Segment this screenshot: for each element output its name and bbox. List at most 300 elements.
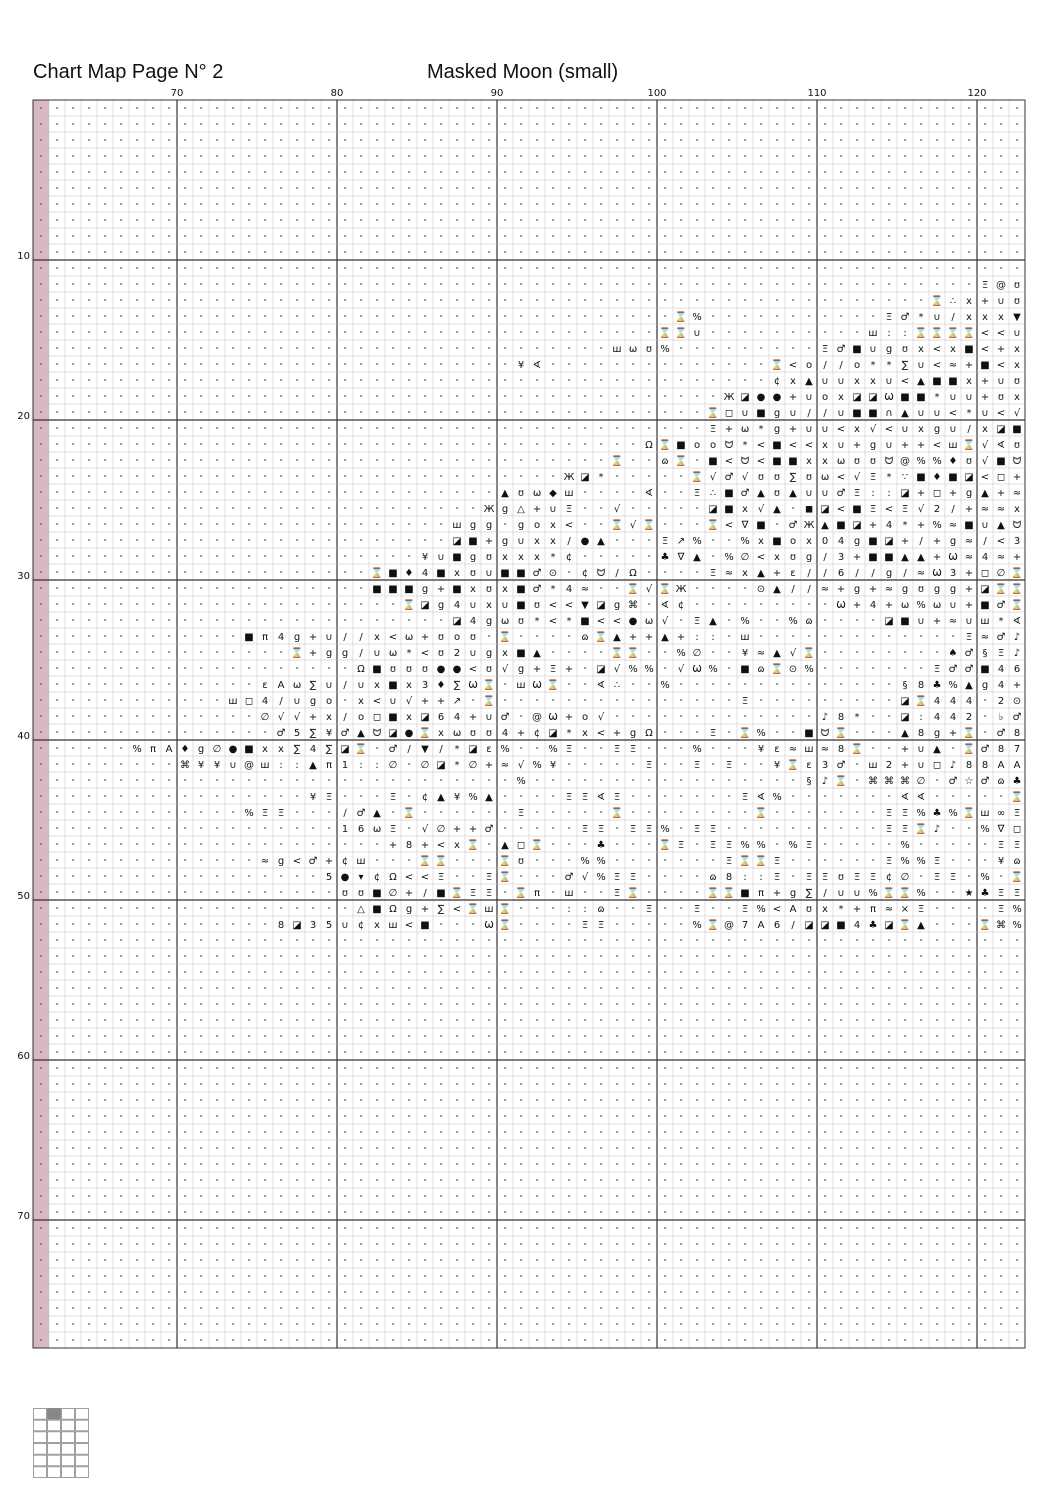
stitch-symbol: ⌛ — [706, 920, 720, 931]
stitch-symbol: ⌛ — [402, 808, 416, 819]
stitch-symbol: ¢ — [357, 920, 365, 931]
stitch-symbol: * — [406, 648, 412, 659]
stitch-symbol: Ξ — [741, 792, 749, 803]
stitch-symbol: ■ — [500, 568, 510, 579]
stitch-symbol: ≈ — [948, 616, 958, 627]
stitch-symbol: ♪ — [1013, 648, 1021, 659]
stitch-symbol: + — [964, 600, 974, 611]
stitch-symbol: ᗢ — [596, 568, 606, 579]
stitch-symbol: ∪ — [853, 888, 861, 899]
stitch-symbol: ⊙ — [788, 664, 798, 675]
stitch-symbol: * — [550, 584, 556, 595]
stitch-symbol: × — [900, 904, 910, 915]
stitch-symbol: 4 — [949, 712, 957, 723]
stitch-symbol: ʊ — [869, 456, 877, 467]
stitch-symbol: ● — [580, 536, 590, 547]
stitch-symbol: ∑ — [325, 744, 333, 755]
stitch-symbol: ⌛ — [706, 520, 720, 531]
stitch-symbol: % — [900, 840, 910, 851]
stitch-symbol: ∪ — [693, 328, 701, 339]
stitch-symbol: o — [453, 632, 461, 643]
stitch-symbol: x — [454, 568, 460, 579]
stitch-symbol: / — [951, 312, 955, 323]
stitch-symbol: ∪ — [821, 488, 829, 499]
stitch-symbol: < — [788, 360, 798, 371]
stitch-symbol: ♂ — [836, 344, 846, 355]
stitch-symbol: x — [582, 728, 588, 739]
stitch-symbol: / — [343, 712, 347, 723]
stitch-symbol: Ѡ — [884, 392, 894, 403]
stitch-symbol: ʊ — [805, 904, 813, 915]
stitch-symbol: ∑ — [789, 472, 797, 483]
locator-cell — [34, 1409, 47, 1420]
stitch-symbol: Ж — [723, 392, 735, 403]
stitch-symbol: ш — [804, 744, 814, 755]
stitch-symbol: < — [404, 872, 414, 883]
stitch-symbol: ᗢ — [372, 728, 382, 739]
stitch-symbol: ɷ — [661, 456, 669, 467]
stitch-symbol: ⌛ — [786, 760, 800, 771]
stitch-symbol: x — [438, 728, 444, 739]
stitch-symbol: ♦ — [932, 472, 942, 483]
stitch-symbol: x — [966, 296, 972, 307]
stitch-symbol: ▲ — [901, 408, 909, 419]
stitch-symbol: < — [772, 904, 782, 915]
stitch-symbol: + — [916, 488, 926, 499]
stitch-symbol: ◻ — [516, 840, 526, 851]
locator-cell — [34, 1444, 47, 1455]
stitch-symbol: + — [484, 536, 494, 547]
stitch-symbol: ▲ — [357, 728, 365, 739]
stitch-symbol: ■ — [868, 552, 878, 563]
stitch-symbol: π — [757, 888, 765, 899]
stitch-symbol: ■ — [244, 632, 254, 643]
stitch-symbol: / — [807, 408, 811, 419]
stitch-symbol: o — [357, 712, 365, 723]
stitch-symbol: ∑ — [309, 728, 317, 739]
stitch-symbol: ◻ — [932, 488, 942, 499]
stitch-symbol: ⌛ — [754, 808, 768, 819]
stitch-symbol: * — [598, 472, 604, 483]
stitch-symbol: : — [919, 712, 923, 723]
stitch-symbol: ʊ — [357, 888, 365, 899]
stitch-symbol: ⌛ — [898, 888, 912, 899]
stitch-symbol: ш — [516, 680, 526, 691]
stitch-symbol: 4 — [501, 728, 509, 739]
stitch-symbol: * — [566, 616, 572, 627]
stitch-symbol: g — [405, 904, 413, 915]
stitch-symbol: √ — [853, 472, 861, 483]
locator-cell — [34, 1420, 47, 1431]
stitch-symbol: : — [711, 632, 715, 643]
stitch-symbol: g — [517, 664, 525, 675]
locator-cell — [76, 1467, 89, 1478]
stitch-symbol: ■ — [980, 600, 990, 611]
stitch-symbol: ▼ — [581, 600, 589, 611]
stitch-symbol: / — [615, 568, 619, 579]
stitch-symbol: ♣ — [660, 552, 670, 563]
stitch-symbol: 1 — [341, 760, 349, 771]
stitch-symbol: ● — [228, 744, 238, 755]
stitch-symbol: ♂ — [740, 488, 750, 499]
locator-cell — [76, 1455, 89, 1466]
stitch-symbol: ■ — [516, 568, 526, 579]
stitch-symbol: ▲ — [901, 552, 909, 563]
stitch-symbol: Ξ — [917, 904, 925, 915]
stitch-symbol: π — [261, 632, 269, 643]
stitch-symbol: ∪ — [917, 744, 925, 755]
stitch-symbol: ♂ — [356, 808, 366, 819]
stitch-symbol: Ξ — [933, 664, 941, 675]
stitch-symbol: / — [823, 888, 827, 899]
stitch-symbol: < — [548, 616, 558, 627]
stitch-symbol: § — [982, 648, 988, 659]
stitch-symbol: 4 — [933, 712, 941, 723]
stitch-symbol: ⌛ — [834, 728, 848, 739]
stitch-symbol: / — [791, 584, 795, 595]
stitch-symbol: < — [596, 616, 606, 627]
stitch-symbol: @ — [900, 456, 910, 467]
stitch-symbol: g — [853, 536, 861, 547]
stitch-symbol: Ξ — [997, 840, 1005, 851]
stitch-symbol: ¥ — [453, 792, 461, 803]
stitch-symbol: / — [439, 744, 443, 755]
stitch-symbol: + — [564, 712, 574, 723]
stitch-symbol: ¥ — [197, 760, 205, 771]
stitch-symbol: + — [644, 632, 654, 643]
stitch-symbol: * — [454, 744, 460, 755]
stitch-symbol: 4 — [261, 696, 269, 707]
stitch-symbol: ∪ — [485, 568, 493, 579]
stitch-symbol: % — [724, 552, 734, 563]
stitch-symbol: / — [871, 568, 875, 579]
stitch-symbol: Ξ — [869, 872, 877, 883]
stitch-symbol: : — [295, 760, 299, 771]
stitch-symbol: g — [485, 616, 493, 627]
stitch-symbol: * — [742, 440, 748, 451]
stitch-symbol: + — [868, 584, 878, 595]
stitch-symbol: ♪ — [949, 760, 957, 771]
stitch-symbol: ∑ — [309, 680, 317, 691]
stitch-symbol: / — [951, 504, 955, 515]
stitch-symbol: x — [1014, 392, 1020, 403]
stitch-symbol: % — [948, 808, 958, 819]
stitch-symbol: ʊ — [517, 856, 525, 867]
stitch-symbol: A — [997, 760, 1005, 771]
stitch-symbol: ♂ — [532, 584, 542, 595]
stitch-symbol: ▲ — [901, 728, 909, 739]
stitch-symbol: ∪ — [517, 536, 525, 547]
stitch-symbol: Ξ — [853, 488, 861, 499]
stitch-symbol: ⌛ — [930, 296, 944, 307]
stitch-symbol: g — [901, 584, 909, 595]
stitch-symbol: Ѡ — [836, 600, 846, 611]
stitch-symbol: ▲ — [821, 520, 829, 531]
stitch-symbol: 4 — [837, 536, 845, 547]
stitch-symbol: 7 — [1013, 744, 1021, 755]
stitch-symbol: @ — [244, 760, 254, 771]
stitch-symbol: ⌛ — [1010, 872, 1024, 883]
stitch-symbol: + — [516, 728, 526, 739]
stitch-symbol: ■ — [1012, 424, 1022, 435]
stitch-symbol: x — [742, 504, 748, 515]
stitch-symbol: + — [932, 552, 942, 563]
stitch-symbol: ▲ — [501, 840, 509, 851]
stitch-symbol: ʊ — [405, 664, 413, 675]
stitch-symbol: ᗢ — [884, 456, 894, 467]
stitch-symbol: ↗ — [452, 696, 462, 707]
stitch-symbol: ⌛ — [706, 408, 720, 419]
stitch-symbol: ∅ — [260, 712, 270, 723]
stitch-symbol: < — [996, 408, 1006, 419]
stitch-symbol: ∪ — [741, 408, 749, 419]
stitch-symbol: ∪ — [437, 552, 445, 563]
stitch-symbol: * — [854, 712, 860, 723]
stitch-symbol: ʊ — [469, 632, 477, 643]
stitch-symbol: % — [244, 808, 254, 819]
stitch-symbol: + — [1012, 552, 1022, 563]
stitch-symbol: ∪ — [949, 424, 957, 435]
stitch-symbol: ■ — [436, 568, 446, 579]
stitch-symbol: ∪ — [917, 360, 925, 371]
stitch-symbol: < — [452, 904, 462, 915]
stitch-symbol: x — [278, 744, 284, 755]
stitch-symbol: √ — [629, 520, 637, 531]
stitch-symbol: Ξ — [821, 344, 829, 355]
stitch-symbol: < — [564, 600, 574, 611]
stitch-symbol: / — [823, 408, 827, 419]
stitch-symbol: ⌛ — [738, 856, 752, 867]
stitch-symbol: g — [949, 536, 957, 547]
stitch-symbol: ⌛ — [658, 584, 672, 595]
stitch-symbol: x — [822, 440, 828, 451]
stitch-symbol: + — [852, 600, 862, 611]
stitch-symbol: Ξ — [773, 856, 781, 867]
stitch-symbol: < — [724, 520, 734, 531]
stitch-symbol: g — [965, 488, 973, 499]
stitch-symbol: / — [823, 552, 827, 563]
stitch-symbol: Ξ — [741, 904, 749, 915]
stitch-symbol: 4 — [885, 520, 893, 531]
stitch-symbol: √ — [501, 664, 509, 675]
stitch-symbol: ⊙ — [1012, 696, 1022, 707]
stitch-symbol: Ξ — [949, 872, 957, 883]
stitch-symbol: ⌛ — [498, 904, 512, 915]
stitch-symbol: √ — [421, 824, 429, 835]
stitch-symbol: ∪ — [997, 376, 1005, 387]
stitch-symbol: ш — [484, 904, 494, 915]
stitch-symbol: ≈ — [948, 360, 958, 371]
stitch-symbol: ■ — [900, 392, 910, 403]
stitch-symbol: x — [518, 552, 524, 563]
row-number: 40 — [17, 731, 30, 742]
stitch-symbol: A — [165, 744, 173, 755]
stitch-symbol: x — [966, 312, 972, 323]
stitch-symbol: ∢ — [996, 440, 1006, 451]
stitch-symbol: ⌛ — [610, 520, 624, 531]
stitch-symbol: o — [693, 440, 701, 451]
stitch-symbol: + — [788, 424, 798, 435]
stitch-symbol: Ξ — [389, 792, 397, 803]
stitch-symbol: * — [902, 520, 908, 531]
stitch-symbol: : — [759, 872, 763, 883]
stitch-symbol: / — [807, 568, 811, 579]
stitch-symbol: @ — [996, 280, 1006, 291]
stitch-symbol: + — [964, 568, 974, 579]
stitch-symbol: ◻ — [1012, 824, 1022, 835]
stitch-symbol: ∢ — [756, 792, 766, 803]
stitch-symbol: ■ — [836, 520, 846, 531]
stitch-symbol: + — [868, 520, 878, 531]
stitch-symbol: ʊ — [517, 488, 525, 499]
stitch-symbol: 8 — [917, 728, 925, 739]
stitch-symbol: ∢ — [644, 488, 654, 499]
stitch-symbol: x — [806, 536, 812, 547]
stitch-symbol: ♂ — [484, 824, 494, 835]
stitch-symbol: x — [774, 552, 780, 563]
stitch-symbol: ♂ — [996, 600, 1006, 611]
stitch-symbol: Ѡ — [948, 552, 958, 563]
stitch-symbol: ◪ — [900, 712, 910, 723]
stitch-symbol: ◪ — [292, 920, 302, 931]
stitch-symbol: ¥ — [757, 744, 765, 755]
stitch-symbol: ε — [790, 568, 796, 579]
stitch-symbol: ∅ — [388, 888, 398, 899]
stitch-symbol: Ω — [629, 568, 637, 579]
stitch-symbol: ¥ — [213, 760, 221, 771]
stitch-symbol: g — [469, 520, 477, 531]
stitch-symbol: ʊ — [1013, 440, 1021, 451]
stitch-symbol: ⌛ — [674, 456, 688, 467]
stitch-symbol: ≈ — [580, 584, 590, 595]
stitch-symbol: Ξ — [597, 920, 605, 931]
stitch-symbol: ■ — [756, 408, 766, 419]
stitch-symbol: 4 — [309, 744, 317, 755]
stitch-symbol: Ξ — [629, 824, 637, 835]
stitch-symbol: ⌛ — [978, 920, 992, 931]
stitch-symbol: + — [916, 440, 926, 451]
stitch-symbol: Ж — [803, 520, 815, 531]
stitch-symbol: < — [884, 424, 894, 435]
stitch-symbol: ♪ — [821, 712, 829, 723]
stitch-symbol: ⌛ — [690, 472, 704, 483]
stitch-symbol: ♦ — [948, 456, 958, 467]
stitch-symbol: Ξ — [885, 824, 893, 835]
stitch-symbol: ■ — [932, 376, 942, 387]
stitch-symbol: Ξ — [885, 856, 893, 867]
stitch-symbol: + — [468, 712, 478, 723]
row-number: 70 — [17, 1211, 30, 1222]
stitch-symbol: g — [469, 552, 477, 563]
stitch-symbol: ∪ — [917, 408, 925, 419]
stitch-symbol: Ѡ — [484, 920, 494, 931]
stitch-symbol: + — [996, 488, 1006, 499]
stitch-symbol: Ξ — [709, 728, 717, 739]
stitch-symbol: % — [868, 888, 878, 899]
stitch-symbol: ● — [628, 616, 638, 627]
stitch-symbol: ⊙ — [548, 568, 558, 579]
stitch-symbol: ◪ — [980, 584, 990, 595]
stitch-symbol: ∅ — [916, 776, 926, 787]
stitch-symbol: A — [1013, 760, 1021, 771]
stitch-symbol: Ξ — [565, 744, 573, 755]
stitch-symbol: < — [372, 696, 382, 707]
stitch-symbol: Ξ — [965, 632, 973, 643]
stitch-symbol: ∅ — [900, 872, 910, 883]
stitch-symbol: g — [933, 584, 941, 595]
stitch-symbol: ♂ — [836, 488, 846, 499]
stitch-symbol: ⌘ — [868, 776, 878, 787]
stitch-symbol: + — [676, 632, 686, 643]
stitch-symbol: ■ — [804, 728, 814, 739]
stitch-symbol: 3 — [309, 920, 317, 931]
stitch-symbol: √ — [789, 648, 797, 659]
stitch-symbol: ⌛ — [914, 824, 928, 835]
stitch-symbol: < — [596, 728, 606, 739]
stitch-symbol: √ — [917, 504, 925, 515]
stitch-symbol: ⌛ — [418, 728, 432, 739]
stitch-symbol: ⌛ — [802, 648, 816, 659]
stitch-symbol: Ξ — [741, 696, 749, 707]
stitch-symbol: ▲ — [917, 552, 925, 563]
locator-cell — [76, 1444, 89, 1455]
stitch-symbol: ◻ — [932, 760, 942, 771]
stitch-symbol: Ξ — [485, 888, 493, 899]
stitch-symbol: ∑ — [901, 360, 909, 371]
stitch-symbol: Ξ — [773, 872, 781, 883]
stitch-symbol: Ξ — [613, 888, 621, 899]
stitch-symbol: ω — [372, 824, 382, 835]
stitch-symbol: ⌛ — [370, 568, 384, 579]
stitch-symbol: ɷ — [997, 776, 1005, 787]
stitch-symbol: % — [788, 616, 798, 627]
locator-cell — [34, 1455, 47, 1466]
stitch-symbol: ∪ — [837, 888, 845, 899]
stitch-symbol: + — [788, 392, 798, 403]
stitch-symbol: ⌛ — [1010, 792, 1024, 803]
stitch-symbol: ◪ — [420, 600, 430, 611]
locator-cell — [76, 1432, 89, 1443]
stitch-symbol: Ξ — [261, 808, 269, 819]
stitch-symbol: < — [388, 632, 398, 643]
stitch-symbol: ʊ — [757, 472, 765, 483]
stitch-symbol: Ѡ — [548, 712, 558, 723]
stitch-symbol: ω — [644, 616, 654, 627]
stitch-symbol: Ξ — [725, 840, 733, 851]
stitch-symbol: 6 — [837, 568, 845, 579]
stitch-symbol: ∪ — [805, 488, 813, 499]
stitch-symbol: ⌛ — [658, 840, 672, 851]
stitch-symbol: ♭ — [998, 712, 1004, 723]
stitch-symbol: * — [566, 728, 572, 739]
stitch-symbol: Ξ — [821, 872, 829, 883]
stitch-symbol: ш — [740, 632, 750, 643]
stitch-symbol: ∪ — [325, 680, 333, 691]
stitch-symbol: ◪ — [740, 392, 750, 403]
stitch-symbol: ▲ — [485, 792, 493, 803]
stitch-symbol: / — [343, 632, 347, 643]
stitch-symbol: ∴ — [949, 296, 957, 307]
stitch-symbol: ɷ — [805, 616, 813, 627]
stitch-symbol: ⌛ — [994, 584, 1008, 595]
stitch-symbol: 6 — [437, 712, 445, 723]
stitch-symbol: ω — [900, 600, 910, 611]
stitch-symbol: ◪ — [900, 696, 910, 707]
stitch-symbol: % — [932, 520, 942, 531]
stitch-symbol: Ξ — [981, 280, 989, 291]
locator-cell-current — [48, 1409, 61, 1420]
stitch-symbol: 2 — [965, 712, 973, 723]
